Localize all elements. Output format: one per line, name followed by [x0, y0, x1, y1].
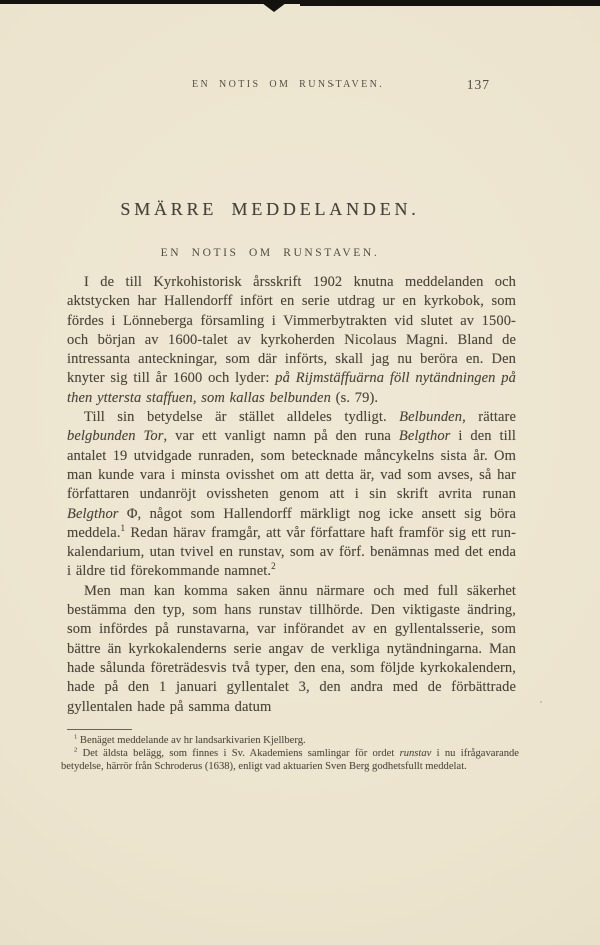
footnote-2: $^2$ Det äldsta belägg, som finnes i Sv. Akademiens samlingar för ordet runstav i nu ifrågavarande betydelse, härrör från Schroderus (1638), enligt vad aktuarien Sven Berg godhetsfullt meddelat. [61, 746, 519, 772]
page-number: 137 [466, 77, 490, 92]
running-header-title: EN NOTIS OM RUNSTAVEN. [192, 79, 385, 90]
section-heading: EN NOTIS OM RUNSTAVEN. [160, 247, 380, 259]
paragraph-3: Men man kan komma saken ännu närmare och med full säkerhet bestämma den typ, som hans runstav tillhörde. Den viktigaste ändring, som infördes på runstavarna, var införandet av en gyllentalsserie, som bättre än kyrkokalenderns serie angav de verkliga nytändningarna. Man hade sålunda företrädesvis två typer, den ena, som följde kyrkokalendern, hade på den 1 januari gyllentalet 3, den andra med de förbättrade gyllentalen hade på samma datum [67, 582, 516, 715]
paragraph-1: I de till Kyrkohistorisk årsskrift 1902 knutna meddelanden och aktstycken har Hallendorff infört en serie utdrag ur en kyrkobok, som fördes i Lönneberga församling i Vimmerbytrakten vid slutet av 1500- och början av 1600-talet av kyrkoherden Nicolaus Magni. Bland de intressanta anteckningar, som där införts, skall jag nu beröra en. Den knyter sig till år 1600 och lyder: på Rijmstäffuärna föll nytändningen på then yttersta staffuen, som kallas belbunden (s. 79). [67, 274, 516, 406]
scan-edge-top [0, 0, 600, 4]
footnote-1: $^1$ Benäget meddelande av hr landsarkivarien Kjellberg. [74, 733, 306, 746]
footnotes [61, 735, 519, 774]
page-title: SMÄRRE MEDDELANDEN. [120, 199, 420, 219]
paragraph-2: Till sin betydelse är stället alldeles tydligt. Belbunden, rättare belgbunden Tor, var ett vanligt namn på den runa Belgthor i den till antalet 19 utvidgade runraden, som betecknade måncykelns sista år. Om man kunde vara i minsta ovisshet om att detta är, vad som avses, så har författaren undanröjt ovissheten genom att i sin skrift avrita runan Belgthor Φ, något som Hallendorff märkligt nog icke ansett sig böra meddela.$^1$ Redan härav framgår, att vår författare haft framför sig ett run-kalendarium, utan tvivel en runstav, som av förf. benämnas med det enda i äldre tid förekommande namnet.$^2$ [67, 409, 516, 580]
body-text [67, 273, 516, 717]
running-header [0, 77, 600, 93]
footnote-divider [67, 729, 132, 730]
scan-speck [540, 701, 542, 703]
